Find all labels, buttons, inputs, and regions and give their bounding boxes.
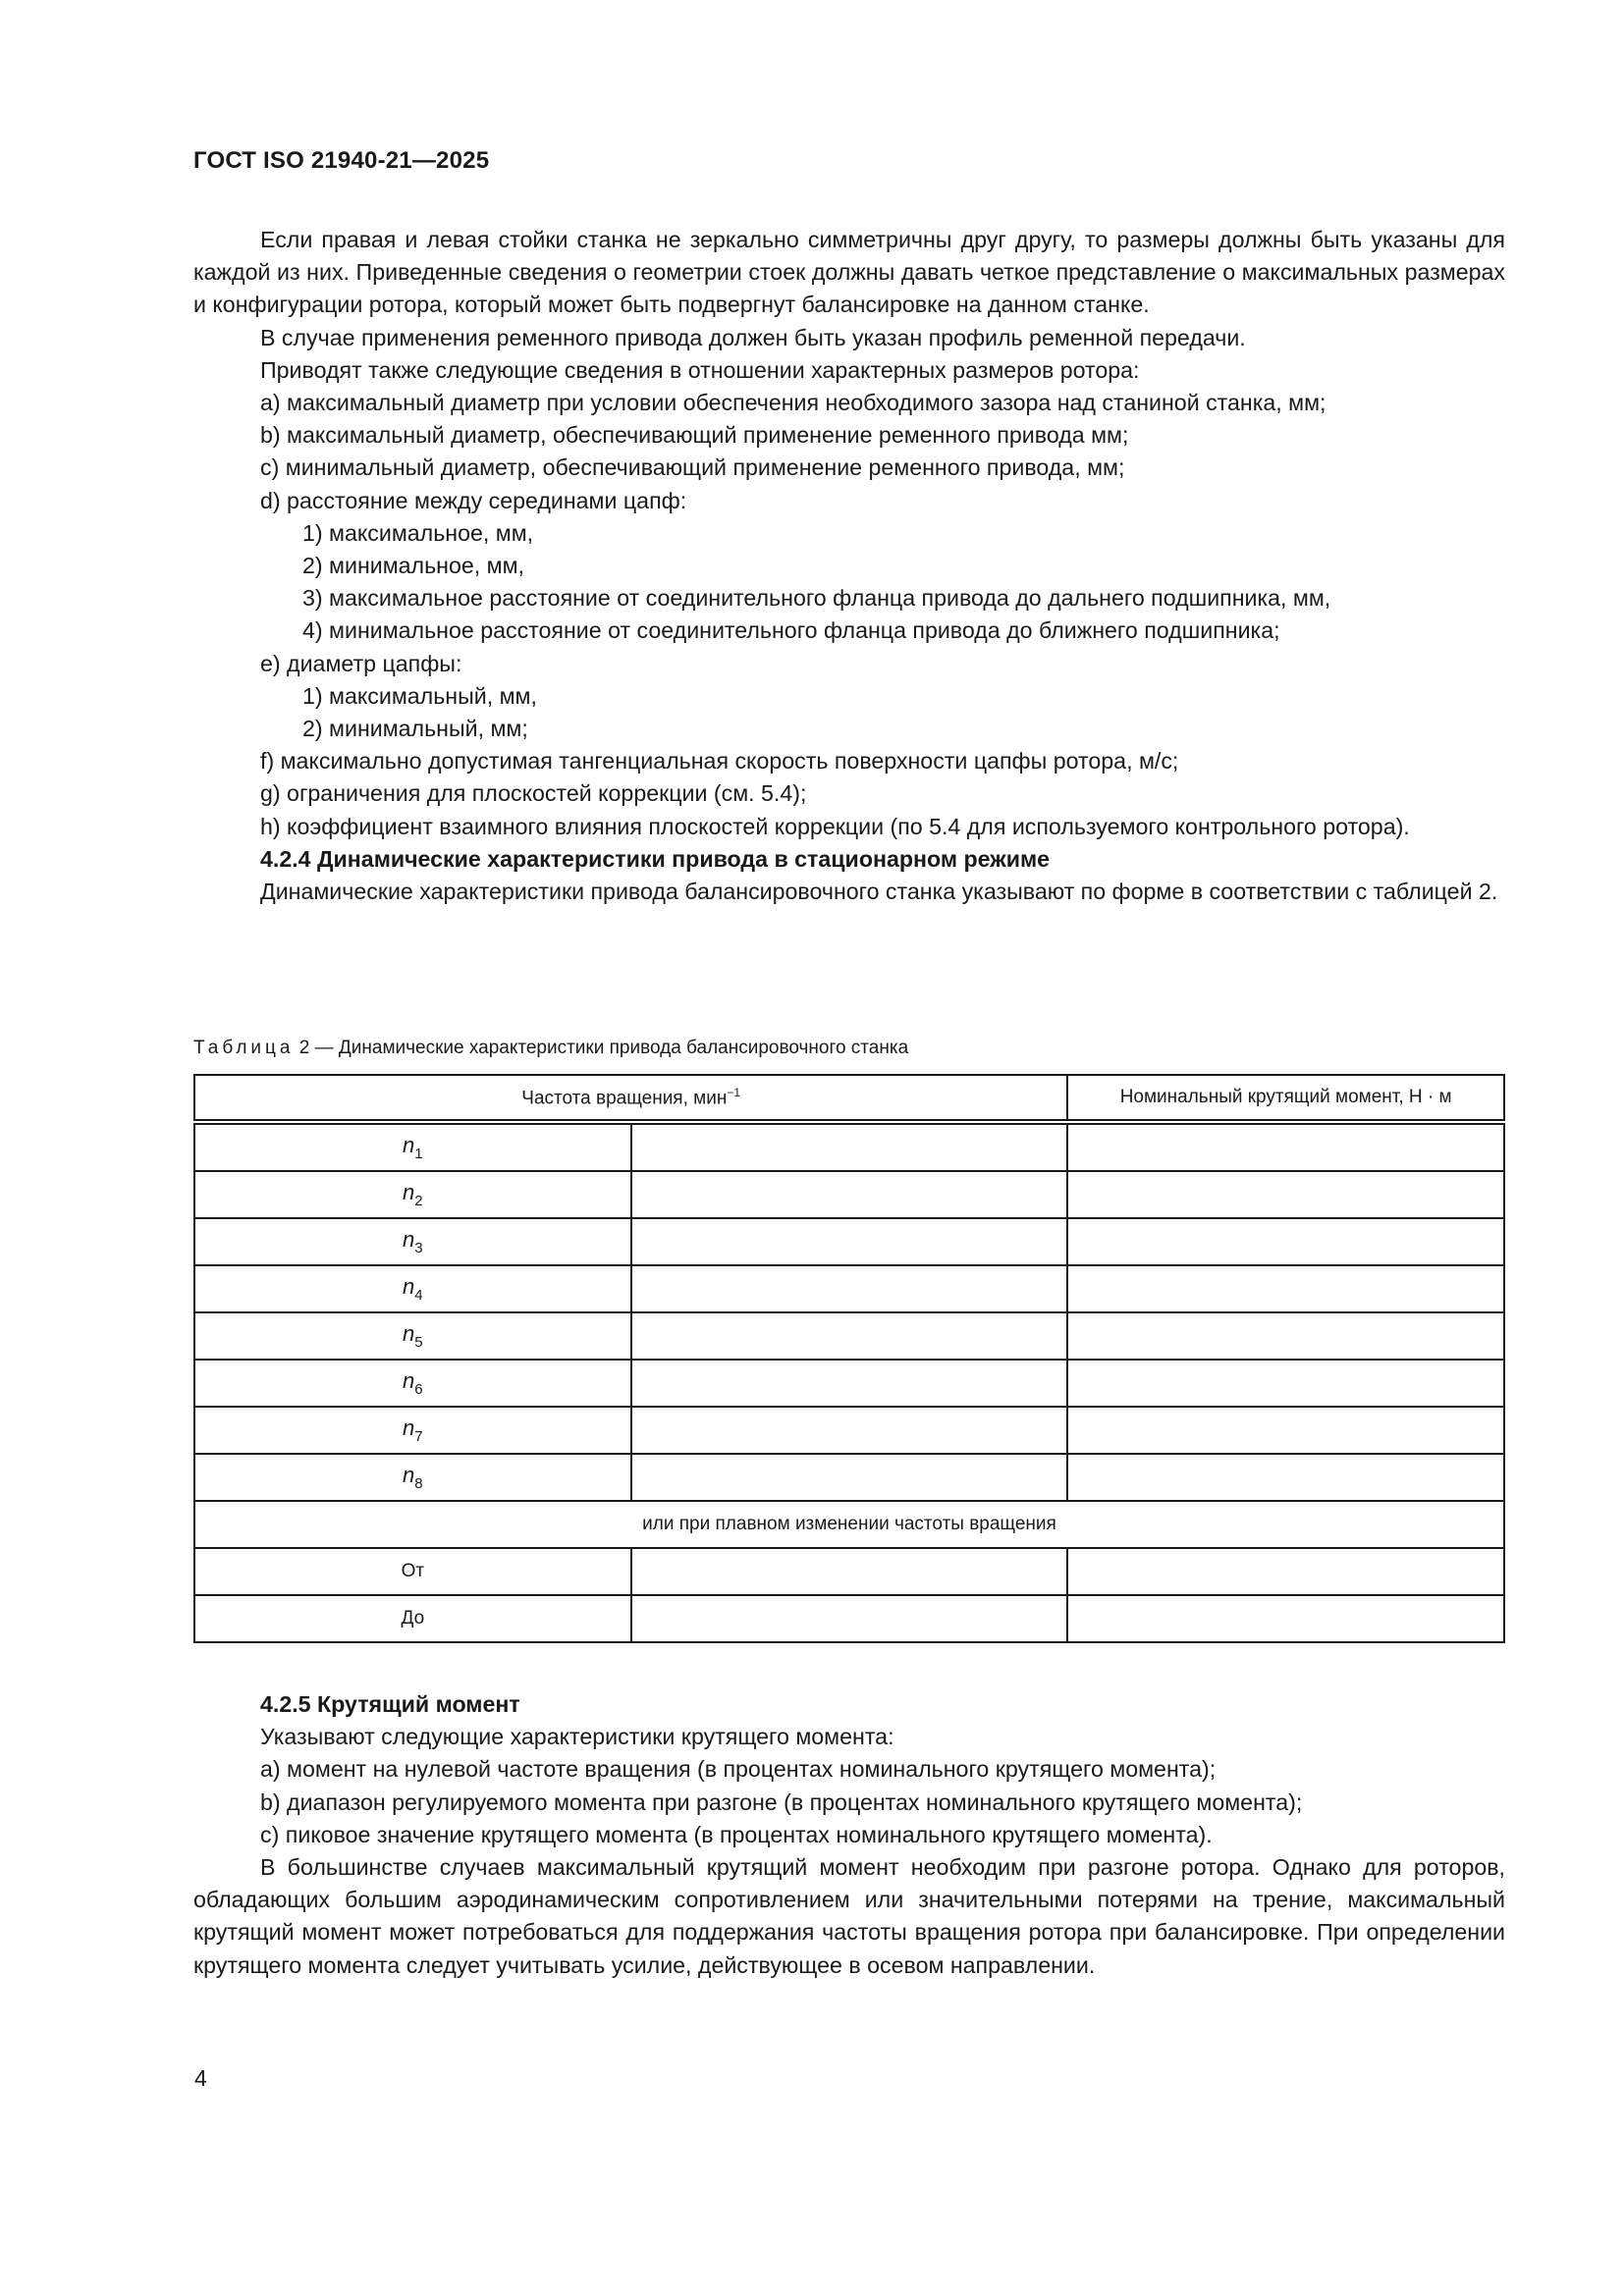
- table-caption-word: Таблица: [193, 1038, 295, 1058]
- speed-cell[interactable]: [631, 1312, 1068, 1360]
- paragraph-rotor-dimensions-intro: Приводят также следующие сведения в отношении характерных размеров ротора:: [260, 356, 1140, 383]
- to-label: До: [194, 1595, 631, 1642]
- table-row: $n_5$: [194, 1312, 1504, 1360]
- section-rotor-dimensions: [193, 224, 1505, 908]
- torque-cell[interactable]: [1067, 1122, 1504, 1171]
- torque-intro: Указывают следующие характеристики крутящего момента:: [260, 1724, 894, 1750]
- section-torque: [193, 1688, 1505, 1982]
- document-code-header: ГОСТ ISO 21940-21—2025: [193, 147, 490, 174]
- paragraph-belt-profile: В случае применения ременного привода должен быть указан профиль ременной передачи.: [260, 324, 1246, 350]
- paragraph-stands: Если правая и левая стойки станка не зеркально симметричны друг другу, то размеры должны быть указаны для каждой из них. Приведенные сведения о геометрии стоек должны давать четкое представление о максимальных размерах и конфигурации ротора, который может быть подвергнут балансировке на данном станке.: [193, 227, 1505, 318]
- header-speed: Частота вращения, мин$^{-1}$: [194, 1075, 1067, 1122]
- torque-to-cell[interactable]: [1067, 1595, 1504, 1642]
- section-heading-4-2-4: 4.2.4 Динамические характеристики привода в стационарном режиме: [260, 845, 1050, 872]
- speed-cell[interactable]: [631, 1265, 1068, 1312]
- list-item-e2: 2) минимальный, мм;: [302, 716, 528, 742]
- table-row-from: [194, 1548, 1504, 1595]
- table-caption-title: 2 — Динамические характеристики привода балансировочного станка: [294, 1038, 909, 1058]
- list-item-e: e) диаметр цапфы:: [260, 650, 462, 676]
- table-drive-dynamics: [193, 1074, 1505, 1643]
- speed-cell[interactable]: [631, 1454, 1068, 1501]
- table-row: $n_1$: [194, 1122, 1504, 1171]
- list-item-d: d) расстояние между серединами цапф:: [260, 487, 687, 513]
- list-item-c: c) минимальный диаметр, обеспечивающий применение ременного привода, мм;: [260, 454, 1125, 481]
- table-row: $n_2$: [194, 1171, 1504, 1218]
- span-row-text: или при плавном изменении частоты вращения: [194, 1501, 1504, 1548]
- header-torque: Номинальный крутящий момент, Н · м: [1067, 1075, 1504, 1122]
- torque-cell[interactable]: [1067, 1407, 1504, 1454]
- list-item-d1: 1) максимальное, мм,: [302, 519, 534, 546]
- table-row-to: [194, 1595, 1504, 1642]
- torque-from-cell[interactable]: [1067, 1548, 1504, 1595]
- torque-item-a: a) момент на нулевой частоте вращения (в процентах номинального крутящего момента);: [260, 1756, 1217, 1783]
- table-span-row: [194, 1501, 1504, 1548]
- torque-item-b: b) диапазон регулируемого момента при разгоне (в процентах номинального крутящего момента);: [260, 1789, 1303, 1815]
- torque-cell[interactable]: [1067, 1171, 1504, 1218]
- list-item-g: g) ограничения для плоскостей коррекции (см. 5.4);: [260, 780, 807, 807]
- list-item-h: h) коэффициент взаимного влияния плоскостей коррекции (по 5.4 для используемого контрольного ротора).: [260, 813, 1410, 839]
- torque-paragraph: В большинстве случаев максимальный крутящий момент необходим при разгоне ротора. Однако для роторов, обладающих большим аэродинамическим сопротивлением или значительными потерями на трение, максимальный крутящий момент может потребоваться для поддержания частоты вращения ротора при балансировке. При определении крутящего момента следует учитывать усилие, действующее в осевом направлении.: [193, 1854, 1505, 1978]
- torque-cell[interactable]: [1067, 1265, 1504, 1312]
- torque-cell[interactable]: [1067, 1454, 1504, 1501]
- table-row: $n_8$: [194, 1454, 1504, 1501]
- table-row: $n_3$: [194, 1218, 1504, 1265]
- table-caption: [193, 1038, 908, 1059]
- list-item-f: f) максимально допустимая тангенциальная скорость поверхности цапфы ротора, м/с;: [260, 748, 1179, 774]
- table-row: $n_6$: [194, 1360, 1504, 1407]
- page-number: 4: [194, 2065, 207, 2091]
- torque-cell[interactable]: [1067, 1360, 1504, 1407]
- table-header-row: [194, 1075, 1504, 1122]
- torque-cell[interactable]: [1067, 1312, 1504, 1360]
- list-item-d3: 3) максимальное расстояние от соединительного фланца привода до дальнего подшипника, мм,: [302, 585, 1331, 612]
- speed-to-cell[interactable]: [631, 1595, 1068, 1642]
- list-item-e1: 1) максимальный, мм,: [302, 682, 537, 709]
- speed-cell[interactable]: [631, 1218, 1068, 1265]
- list-item-d2: 2) минимальное, мм,: [302, 553, 524, 579]
- list-item-d4: 4) минимальное расстояние от соединительного фланца привода до ближнего подшипника;: [302, 617, 1280, 644]
- from-label: От: [194, 1548, 631, 1595]
- speed-cell[interactable]: [631, 1122, 1068, 1171]
- table-row: $n_4$: [194, 1265, 1504, 1312]
- list-item-a: a) максимальный диаметр при условии обеспечения необходимого зазора над станиной станка, мм;: [260, 390, 1326, 416]
- speed-from-cell[interactable]: [631, 1548, 1068, 1595]
- list-item-b: b) максимальный диаметр, обеспечивающий применение ременного привода мм;: [260, 422, 1129, 449]
- speed-cell[interactable]: [631, 1407, 1068, 1454]
- paragraph-4-2-4: Динамические характеристики привода балансировочного станка указывают по форме в соответствии с таблицей 2.: [260, 879, 1498, 905]
- torque-cell[interactable]: [1067, 1218, 1504, 1265]
- table-row: $n_7$: [194, 1407, 1504, 1454]
- section-heading-4-2-5: 4.2.5 Крутящий момент: [260, 1691, 520, 1717]
- speed-cell[interactable]: [631, 1360, 1068, 1407]
- torque-item-c: c) пиковое значение крутящего момента (в процентах номинального крутящего момента).: [260, 1821, 1213, 1847]
- speed-cell[interactable]: [631, 1171, 1068, 1218]
